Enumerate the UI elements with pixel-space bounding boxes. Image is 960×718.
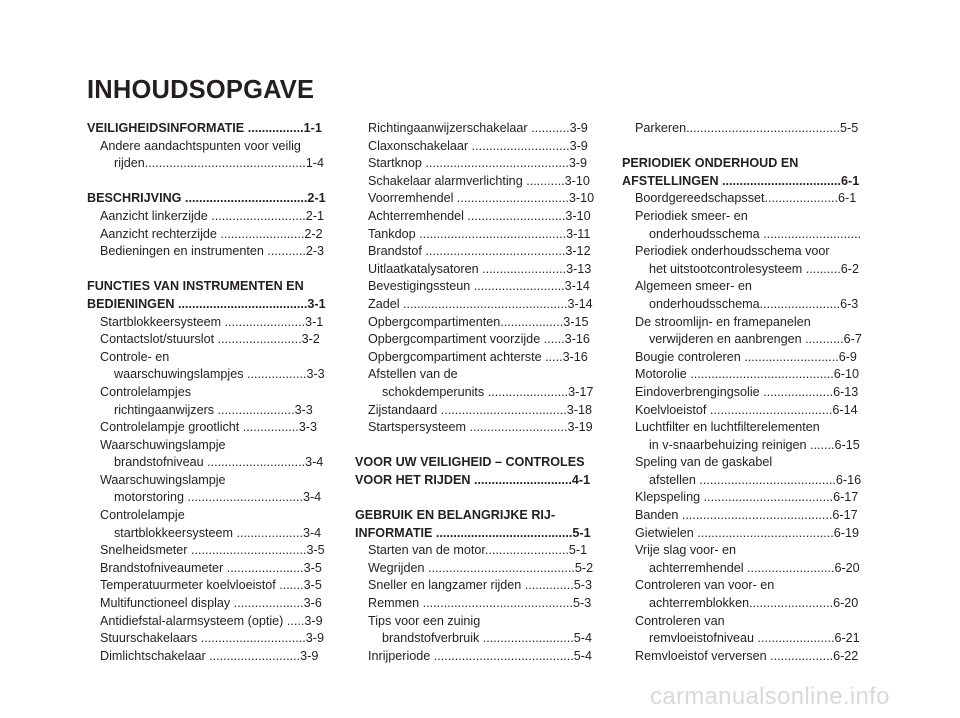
toc-entry: De stroomlijn- en framepanelen: [635, 314, 811, 329]
toc-entry: Opbergcompartiment voorzijde ......3-16: [368, 332, 590, 347]
page-title: INHOUDSOPGAVE: [87, 74, 315, 104]
toc-entry: Parkeren............................................5-5: [635, 121, 859, 135]
toc-entry: Remvloeistof verversen ..................6-22: [635, 648, 859, 663]
toc-entry: verwijderen en aanbrengen ...........6-7: [649, 332, 862, 347]
toc-section-heading: AFSTELLINGEN ..................................6-1: [622, 173, 860, 188]
toc-entry: Opbergcompartimenten..................3-15: [368, 314, 589, 329]
toc-entry: Bevestigingssteun ..........................3-14: [368, 279, 590, 294]
toc-entry: Brandstof ........................................3-12: [368, 244, 591, 259]
toc-entry: Contactslot/stuurslot ........................3-2: [100, 332, 320, 347]
toc-entry: Opbergcompartiment achterste .....3-16: [368, 349, 588, 364]
toc-entry: Inrijperiode ........................................5-4: [368, 648, 592, 663]
toc-entry: Zijstandaard ....................................3-18: [368, 402, 592, 417]
toc-entry: Boordgereedschapsset.....................6-1: [635, 191, 857, 206]
toc-entry: Afstellen van de: [368, 367, 458, 382]
toc-entry: Richtingaanwijzerschakelaar ...........3-9: [368, 121, 588, 135]
toc-entry: Banden ...........................................6-17: [635, 508, 858, 523]
toc-entry: Waarschuwingslampje: [100, 472, 226, 487]
toc-entry: Stuurschakelaars ..............................3-9: [100, 631, 324, 646]
toc-entry: Sneller en langzamer rijden ..............5-3: [368, 578, 592, 593]
toc-entry: Bedieningen en instrumenten ...........2-3: [100, 244, 325, 259]
toc-entry: Controleren van voor- en: [635, 578, 775, 593]
toc-entry: Brandstofniveaumeter ......................3-5: [100, 560, 322, 575]
toc-section-heading: BEDIENINGEN .....................................3-1: [87, 296, 326, 311]
toc-entry: Wegrijden ..........................................5-2: [368, 560, 594, 575]
toc-entry: richtingaanwijzers ......................3-3: [114, 402, 313, 417]
toc-section-heading: VEILIGHEIDSINFORMATIE ................1-1: [87, 121, 322, 135]
toc-entry: Controlelampje: [100, 508, 185, 523]
toc-entry: Startknop .........................................3-9: [368, 156, 588, 171]
toc-entry: Voorremhendel ................................3-10: [368, 191, 595, 206]
toc-entry: Remmen ...........................................5-3: [368, 596, 592, 611]
toc-entry: achterremhendel .........................6-20: [649, 560, 860, 575]
toc-entry: Andere aandachtspunten voor veilig: [100, 138, 301, 153]
toc-section-heading: VOOR HET RIJDEN ............................4-1: [355, 472, 591, 487]
toc-entry: Startspersysteem ............................3-19: [368, 420, 593, 435]
toc-entry: Uitlaatkatalysatoren ........................3-13: [368, 261, 592, 276]
toc-entry: Tankdop ..........................................3-11: [368, 226, 591, 241]
toc-spacer: [355, 437, 603, 455]
toc-entry: Koelvloeistof ...................................6-14: [635, 402, 858, 417]
toc-entry: startblokkeersysteem ...................3-4: [114, 525, 322, 540]
toc-entry: Claxonschakelaar ............................3-9: [368, 138, 588, 153]
toc-section-heading: FUNCTIES VAN INSTRUMENTEN EN: [87, 279, 304, 294]
toc-section-heading: PERIODIEK ONDERHOUD EN: [622, 156, 799, 171]
toc-entry: Klepspeling .....................................6-17: [635, 490, 859, 505]
toc-entry: schokdemperunits .......................3-17: [382, 384, 594, 399]
toc-entry: Dimlichtschakelaar ..........................3-9: [100, 648, 319, 663]
toc-entry: Bougie controleren ...........................6-9: [635, 349, 857, 364]
toc-entry: Periodiek onderhoudsschema voor: [635, 244, 830, 259]
toc-spacer: [87, 261, 337, 279]
toc-entry: achterremblokken........................6-20: [649, 596, 859, 611]
toc-entry: in v-snaarbehuizing reinigen .......6-15: [649, 437, 860, 452]
toc-entry: Achterremhendel ............................3-10: [368, 208, 591, 223]
toc-entry: Algemeen smeer- en: [635, 279, 752, 294]
toc-section-heading: INFORMATIE .......................................5-1: [355, 525, 591, 540]
toc-spacer: [622, 138, 870, 156]
toc-entry: Controle- en: [100, 349, 170, 364]
toc-entry: Motorolie .........................................6-10: [635, 367, 859, 382]
toc-entry: Controlelampjes: [100, 384, 191, 399]
toc-entry: het uitstootcontrolesysteem ..........6-2: [649, 261, 859, 276]
toc-entry: Periodiek smeer- en: [635, 208, 748, 223]
toc-entry: Gietwielen .......................................6-19: [635, 525, 859, 540]
toc-section-heading: BESCHRIJVING ...................................2-1: [87, 191, 326, 206]
toc-entry: Zadel ...............................................3-14: [368, 296, 593, 311]
toc-entry: Controleren van: [635, 613, 725, 628]
toc-entry: motorstoring .................................3-4: [114, 490, 322, 505]
toc-spacer: [87, 173, 337, 191]
toc-column-2: [355, 120, 603, 665]
toc-entry: afstellen .......................................6-16: [649, 472, 862, 487]
toc-entry: Eindoverbrengingsolie ....................6-13: [635, 384, 859, 399]
toc-section-heading: GEBRUIK EN BELANGRIJKE RIJ-: [355, 508, 556, 523]
toc-entry: waarschuwingslampjes .................3-3: [114, 367, 325, 382]
toc-entry: Speling van de gaskabel: [635, 455, 773, 470]
toc-entry: Starten van de motor........................5-1: [368, 543, 588, 558]
toc-entry: Aanzicht rechterzijde ........................2-2: [100, 226, 323, 241]
toc-column-3: [622, 120, 870, 665]
toc-entry: Snelheidsmeter .................................3-5: [100, 543, 325, 558]
toc-entry: Startblokkeersysteem .......................3-1: [100, 314, 324, 329]
watermark: carmanualsonline.info: [650, 683, 890, 710]
toc-entry: remvloeistofniveau ......................6-21: [649, 631, 860, 646]
toc-entry: onderhoudsschema ............................: [649, 226, 862, 241]
toc-entry: Tips voor een zuinig: [368, 613, 481, 628]
toc-entry: Aanzicht linkerzijde ...........................2-1: [100, 208, 324, 223]
toc-section-heading: VOOR UW VEILIGHEID – CONTROLES: [355, 455, 585, 470]
toc-entry: Controlelampje grootlicht ................3-3: [100, 420, 317, 435]
toc-entry: brandstofniveau ............................3-4: [114, 455, 324, 470]
toc-spacer: [355, 489, 603, 507]
toc-entry: Vrije slag voor- en: [635, 543, 737, 558]
toc-entry: Waarschuwingslampje: [100, 437, 226, 452]
toc-entry: onderhoudsschema.......................6-3: [649, 296, 859, 311]
toc-entry: Luchtfilter en luchtfilterelementen: [635, 420, 820, 435]
toc-entry: Temperatuurmeter koelvloeistof .......3-5: [100, 578, 322, 593]
toc-entry: Antidiefstal-alarmsysteem (optie) .....3-9: [100, 613, 323, 628]
toc-entry: Multifunctioneel display ....................3-6: [100, 596, 322, 611]
toc-column-1: [87, 120, 337, 665]
toc-entry: brandstofverbruik ..........................5-4: [382, 631, 592, 646]
toc-entry: rijden..............................................1-4: [114, 156, 324, 171]
toc-entry: Schakelaar alarmverlichting ...........3-10: [368, 173, 590, 188]
